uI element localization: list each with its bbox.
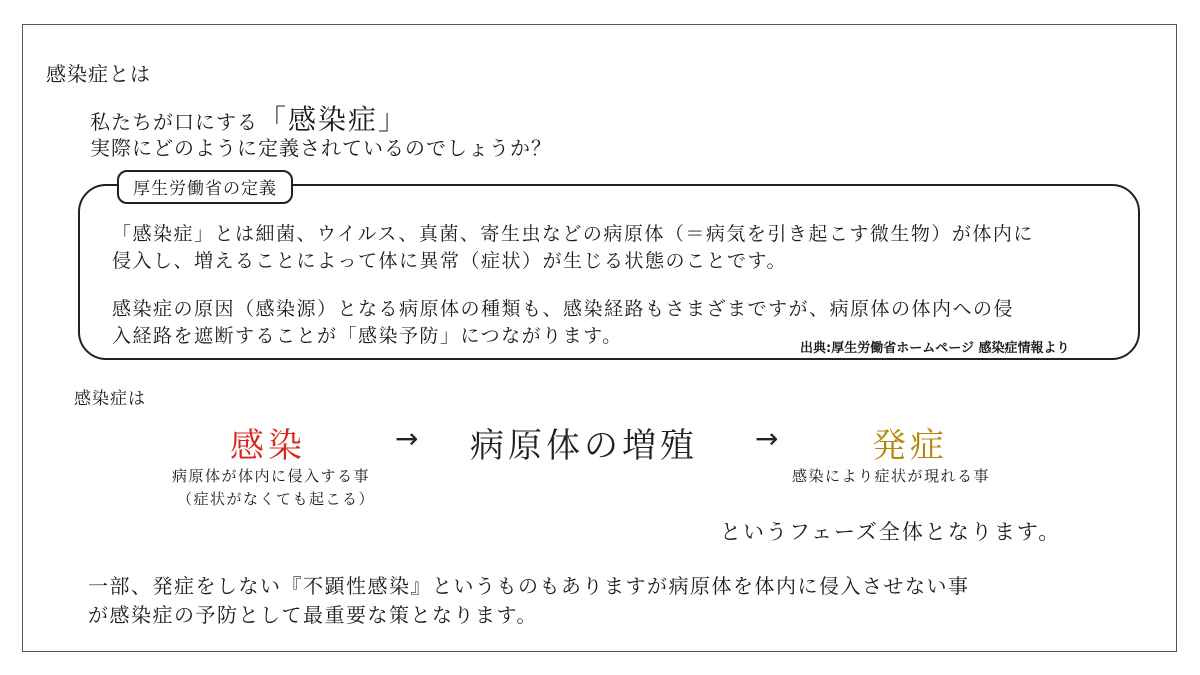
source-citation: 出典:厚生労働省ホームページ 感染症情報より <box>800 341 1070 356</box>
page-title: 感染症とは <box>46 62 151 86</box>
phases-subheading: 感染症は <box>74 389 146 409</box>
definition-paragraph-1-line-2: 侵入し、増えることによって体に異常（症状）が生じる状態のことです。 <box>112 250 787 272</box>
phase-multiplication: 病原体の増殖 <box>470 426 698 466</box>
closing-line-2: が感染症の予防として最重要な策となります。 <box>88 603 538 627</box>
intro-line-1-prefix: 私たちが口にする <box>90 110 258 134</box>
closing-line-1: 一部、発症をしない『不顕性感染』というものもありますが病原体を体内に侵入させない事 <box>88 574 970 598</box>
onset-note: 感染により症状が現れる事 <box>792 467 991 485</box>
arrow-right-icon: → <box>755 422 779 455</box>
definition-paragraph-2-line-1: 感染症の原因（感染源）となる病原体の種類も、感染経路もさまざまですが、病原体の体内への侵 <box>112 298 1015 320</box>
intro-line-2: 実際にどのように定義されているのでしょうか？ <box>90 136 552 160</box>
arrow-right-icon: → <box>395 422 419 455</box>
definition-paragraph-2-line-2: 入経路を遮断することが「感染予防」につながります。 <box>112 325 623 347</box>
infection-note-line-2: （症状がなくても起こる） <box>177 490 376 508</box>
definition-paragraph-1-line-1: 「感染症」とは細菌、ウイルス、真菌、寄生虫などの病原体（＝病気を引き起こす微生物）が体内に <box>112 223 1034 245</box>
intro-emphasis: 「感染症」 <box>258 103 409 136</box>
phase-infection: 感染 <box>230 426 306 466</box>
infection-note-line-1: 病原体が体内に侵入する事 <box>172 467 371 485</box>
definition-label: 厚生労働省の定義 <box>117 170 293 204</box>
phase-summary: というフェーズ全体となります。 <box>720 520 1062 544</box>
phase-onset: 発症 <box>872 426 948 466</box>
